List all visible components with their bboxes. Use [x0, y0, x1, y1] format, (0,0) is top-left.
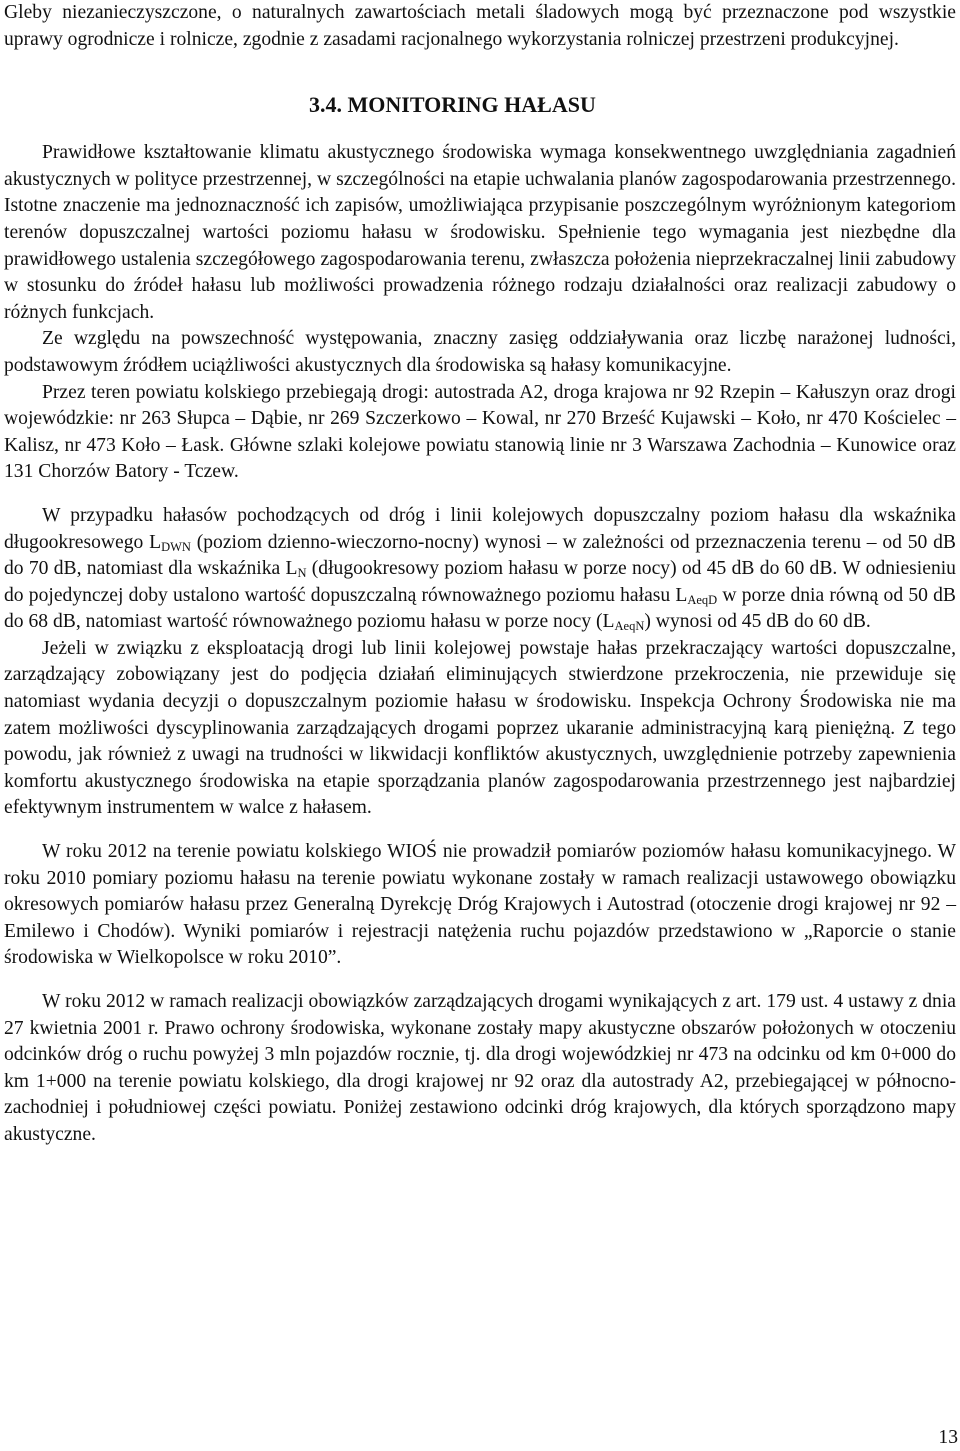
subscript-aeqd: AeqD: [687, 592, 718, 607]
limits-text-3: (długookresowy poziom hałasu w porze nocy) od 45 dB do 60 dB. W odniesieniu do pojedynczej doby ustalono wartość dopuszczalną równoważnego poziomu hałasu L: [4, 558, 956, 606]
page-number: 13: [938, 1427, 958, 1448]
subscript-aeqn: AeqN: [614, 619, 645, 634]
paragraph-exceedances: Jeżeli w związku z eksploatacją drogi lub linii kolejowej powstaje hałas przekraczający wartości dopuszczalne, zarządzający zobowiązany jest do podjęcia działań eliminujących stwierdzone przekroczenia, nie przewiduje się natomiast wydania decyzji o dopuszczalnym poziomie hałasu w środowisku. Inspekcja Ochrony Środowiska nie ma zatem możliwości dyscyplinowania zarządzających drogami poprzez ukaranie administracyjną karą pieniężną. Z tego powodu, jak również z uwagi na trudności w likwidacji konfliktów akustycznych, uwzględnienie potrzeby zapewnienia komfortu akustycznego środowiska na etapie sporządzania planów zagospodarowania przestrzennego jest najbardziej efektywnym instrumentem w walce z hałasem.: [4, 637, 956, 819]
paragraph-measurements-2010: W roku 2012 na terenie powiatu kolskiego WIOŚ nie prowadził pomiarów poziomów hałasu komunikacyjnego. W roku 2010 pomiary poziomu hałasu na terenie powiatu wykonane zostały w ramach realizacji ustawowego obowiązku okresowych pomiarów hałasu przez Generalną Dyrekcję Dróg Krajowych i Autostrad (otoczenie drogi krajowej nr 92 – Emilewo i Chodów). Wyniki pomiarów i rejestracji natężenia ruchu pojazdów przedstawiono w „Raporcie o stanie środowiska w Wielkopolsce w roku 2010”.: [4, 841, 956, 969]
paragraph-traffic-noise: Ze względu na powszechność występowania, znaczny zasięg oddziaływania oraz liczbę narażonej ludności, podstawowym źródłem uciążliwości akustycznych dla środowiska są hałasy komunikacyjne.: [4, 328, 956, 376]
paragraph-noise-planning: Prawidłowe kształtowanie klimatu akustycznego środowiska wymaga konsekwentnego uwzględniania zagadnień akustycznych w polityce przestrzennej, w szczególności na etapie uchwalania planów zagospodarowania przestrzennego. Istotne znaczenie ma jednoznaczność ich zapisów, umożliwiająca przypisanie poszczególnym wyróżnionym kategoriom terenów dopuszczalnej wartości poziomu hałasu w środowisku. Spełnienie tego wymagania jest niezbędne dla prawidłowego ustalenia szczegółowego zagospodarowania terenu, zwłaszcza położenia nieprzekraczalnej linii zabudowy w stosunku do źródeł hałasu lub możliwości prowadzenia różnego rodzaju działalności oraz realizacji zabudowy o różnych funkcjach.: [4, 142, 956, 323]
limits-text-2: (poziom dzienno-wieczorno-nocny) wynosi – w zależności od przeznaczenia terenu – od 50 dB do 70 dB, natomiast dla wskaźnika L: [4, 531, 956, 580]
section-heading: 3.4. MONITORING HAŁASU: [309, 92, 596, 118]
subscript-dwn: DWN: [161, 539, 191, 554]
paragraph-noise-limits: [4, 503, 956, 636]
document-page: [4, 0, 956, 1149]
paragraph-roads-railways: Przez teren powiatu kolskiego przebiegają drogi: autostrada A2, droga krajowa nr 92 Rzepin – Kałuszyn oraz drogi wojewódzkie: nr 263 Słupca – Dąbie, nr 269 Szczerkowo – Kowal, nr 270 Brześć Kujawski – Koło, nr 470 Kościelec – Kalisz, nr 473 Koło – Łask. Główne szlaki kolejowe powiatu stanowią linie nr 3 Warszawa Zachodnia – Kunowice oraz 131 Chorzów Batory - Tczew.: [4, 381, 956, 483]
limits-text-1: W przypadku hałasów pochodzących od dróg i linii kolejowych dopuszczalny poziom hałasu dla wskaźnika długookresowego L: [4, 504, 956, 553]
limits-text-5: ) wynosi od 45 dB do 60 dB.: [644, 611, 871, 633]
subscript-n: N: [297, 566, 307, 581]
intro-paragraph: Gleby niezanieczyszczone, o naturalnych zawartościach metali śladowych mogą być przeznaczone pod wszystkie uprawy ogrodnicze i rolnicze, zgodnie z zasadami racjonalnego wykorzystania rolniczej przestrzeni produkcyjnej.: [4, 2, 956, 50]
limits-text-4: w porze dnia równą od 50 dB do 68 dB, natomiast wartość równoważnego poziomu hałasu w porze nocy (L: [4, 584, 956, 633]
paragraph-acoustic-maps: W roku 2012 w ramach realizacji obowiązków zarządzających drogami wynikających z art. 179 ust. 4 ustawy z dnia 27 kwietnia 2001 r. Prawo ochrony środowiska, wykonane zostały mapy akustyczne obszarów położonych w otoczeniu odcinków dróg o ruchu powyżej 3 mln pojazdów rocznie, tj. dla drogi wojewódzkiej nr 473 na odcinku od km 0+000 do km 1+000 na terenie powiatu kolskiego, dla drogi krajowej nr 92 oraz dla autostrady A2, przebiegającej w północno-zachodniej i południowej części powiatu. Poniżej zestawiono odcinki dróg krajowych, dla których sporządzono mapy akustyczne.: [4, 991, 956, 1145]
